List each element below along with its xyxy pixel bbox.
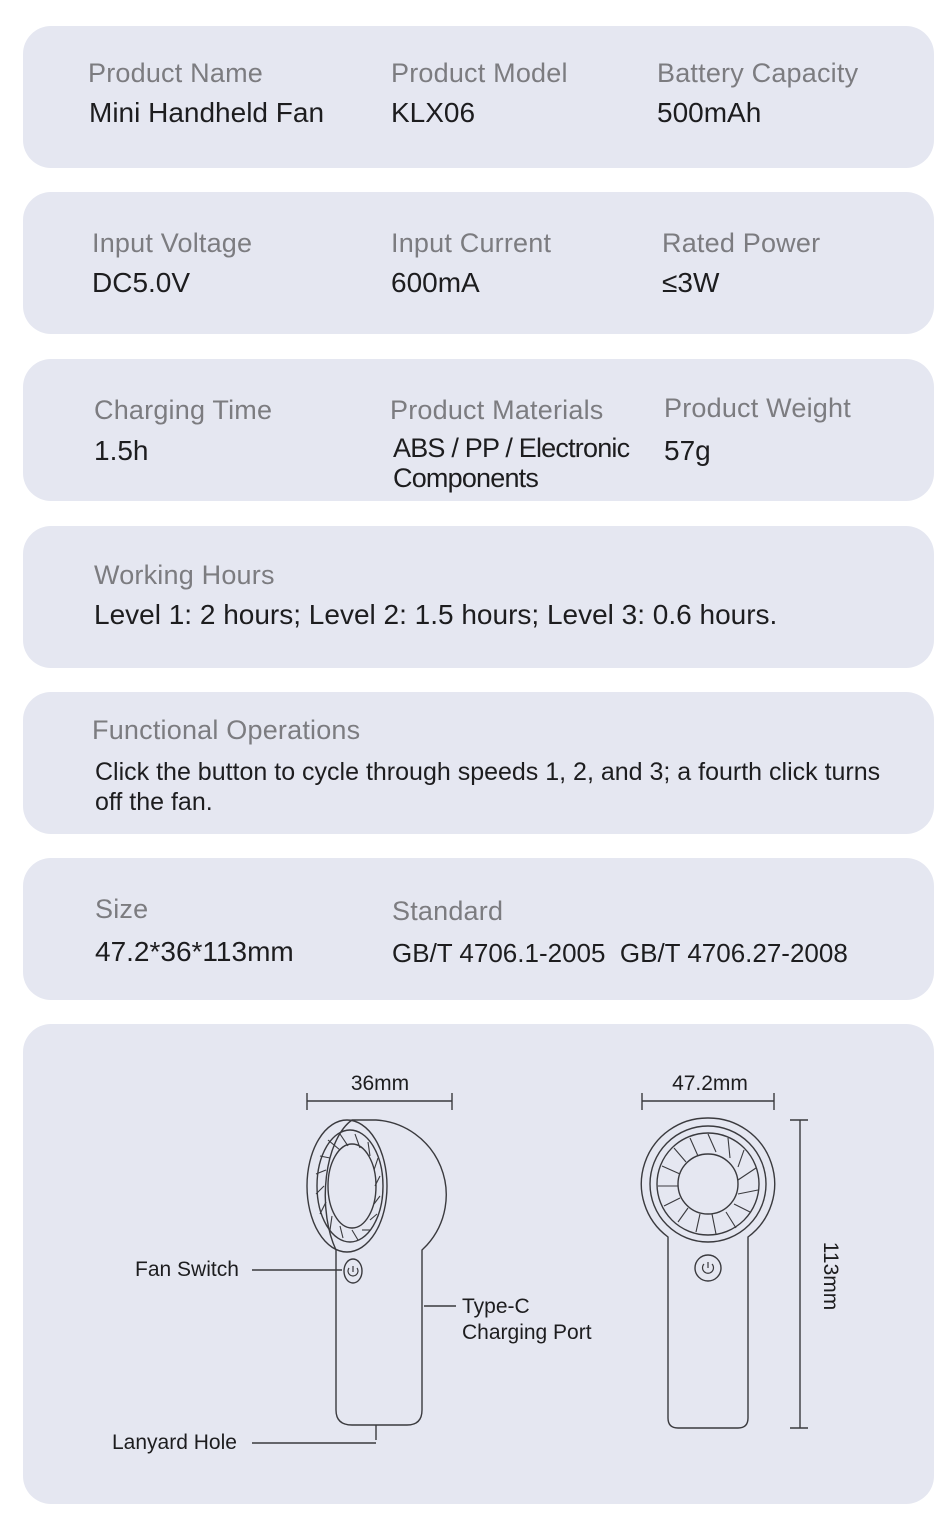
product-model-value: KLX06 [391, 97, 476, 128]
fan-switch-label: Fan Switch [135, 1258, 239, 1281]
type-c-label-line1: Type-C [462, 1295, 530, 1318]
input-voltage-value: DC5.0V [92, 267, 191, 298]
battery-capacity-value: 500mAh [657, 97, 762, 128]
size-label: Size [95, 894, 149, 924]
height-dimension: 113mm [819, 1241, 842, 1311]
front-width-dimension: 47.2mm [672, 1072, 748, 1095]
rated-power-value: ≤3W [662, 267, 720, 298]
size-value: 47.2*36*113mm [95, 936, 294, 967]
product-materials-value: ABS / PP / Electronic Components [393, 433, 630, 493]
standard-value: GB/T 4706.1-2005 GB/T 4706.27-2008 [392, 938, 848, 968]
working-hours-label: Working Hours [94, 560, 275, 590]
type-c-label-line2: Charging Port [462, 1321, 592, 1344]
standard-label: Standard [392, 896, 504, 926]
product-model-label: Product Model [391, 58, 568, 88]
product-name-value: Mini Handheld Fan [89, 97, 325, 128]
battery-capacity-label: Battery Capacity [657, 58, 859, 88]
input-current-label: Input Current [391, 228, 552, 258]
product-weight-label: Product Weight [664, 393, 851, 423]
side-width-dimension: 36mm [350, 1072, 410, 1095]
input-voltage-label: Input Voltage [92, 228, 253, 258]
input-current-value: 600mA [391, 267, 480, 298]
charging-time-value: 1.5h [94, 435, 149, 466]
product-name-label: Product Name [88, 58, 263, 88]
lanyard-hole-label: Lanyard Hole [112, 1431, 237, 1454]
product-weight-value: 57g [664, 435, 711, 466]
rated-power-label: Rated Power [662, 228, 821, 258]
charging-time-label: Charging Time [94, 395, 273, 425]
functional-operations-label: Functional Operations [92, 715, 361, 745]
working-hours-value: Level 1: 2 hours; Level 2: 1.5 hours; Level 3: 0.6 hours. [94, 599, 778, 630]
product-materials-label: Product Materials [390, 395, 604, 425]
functional-operations-value: Click the button to cycle through speeds 1, 2, and 3; a fourth click turns off the fan. [95, 758, 881, 816]
